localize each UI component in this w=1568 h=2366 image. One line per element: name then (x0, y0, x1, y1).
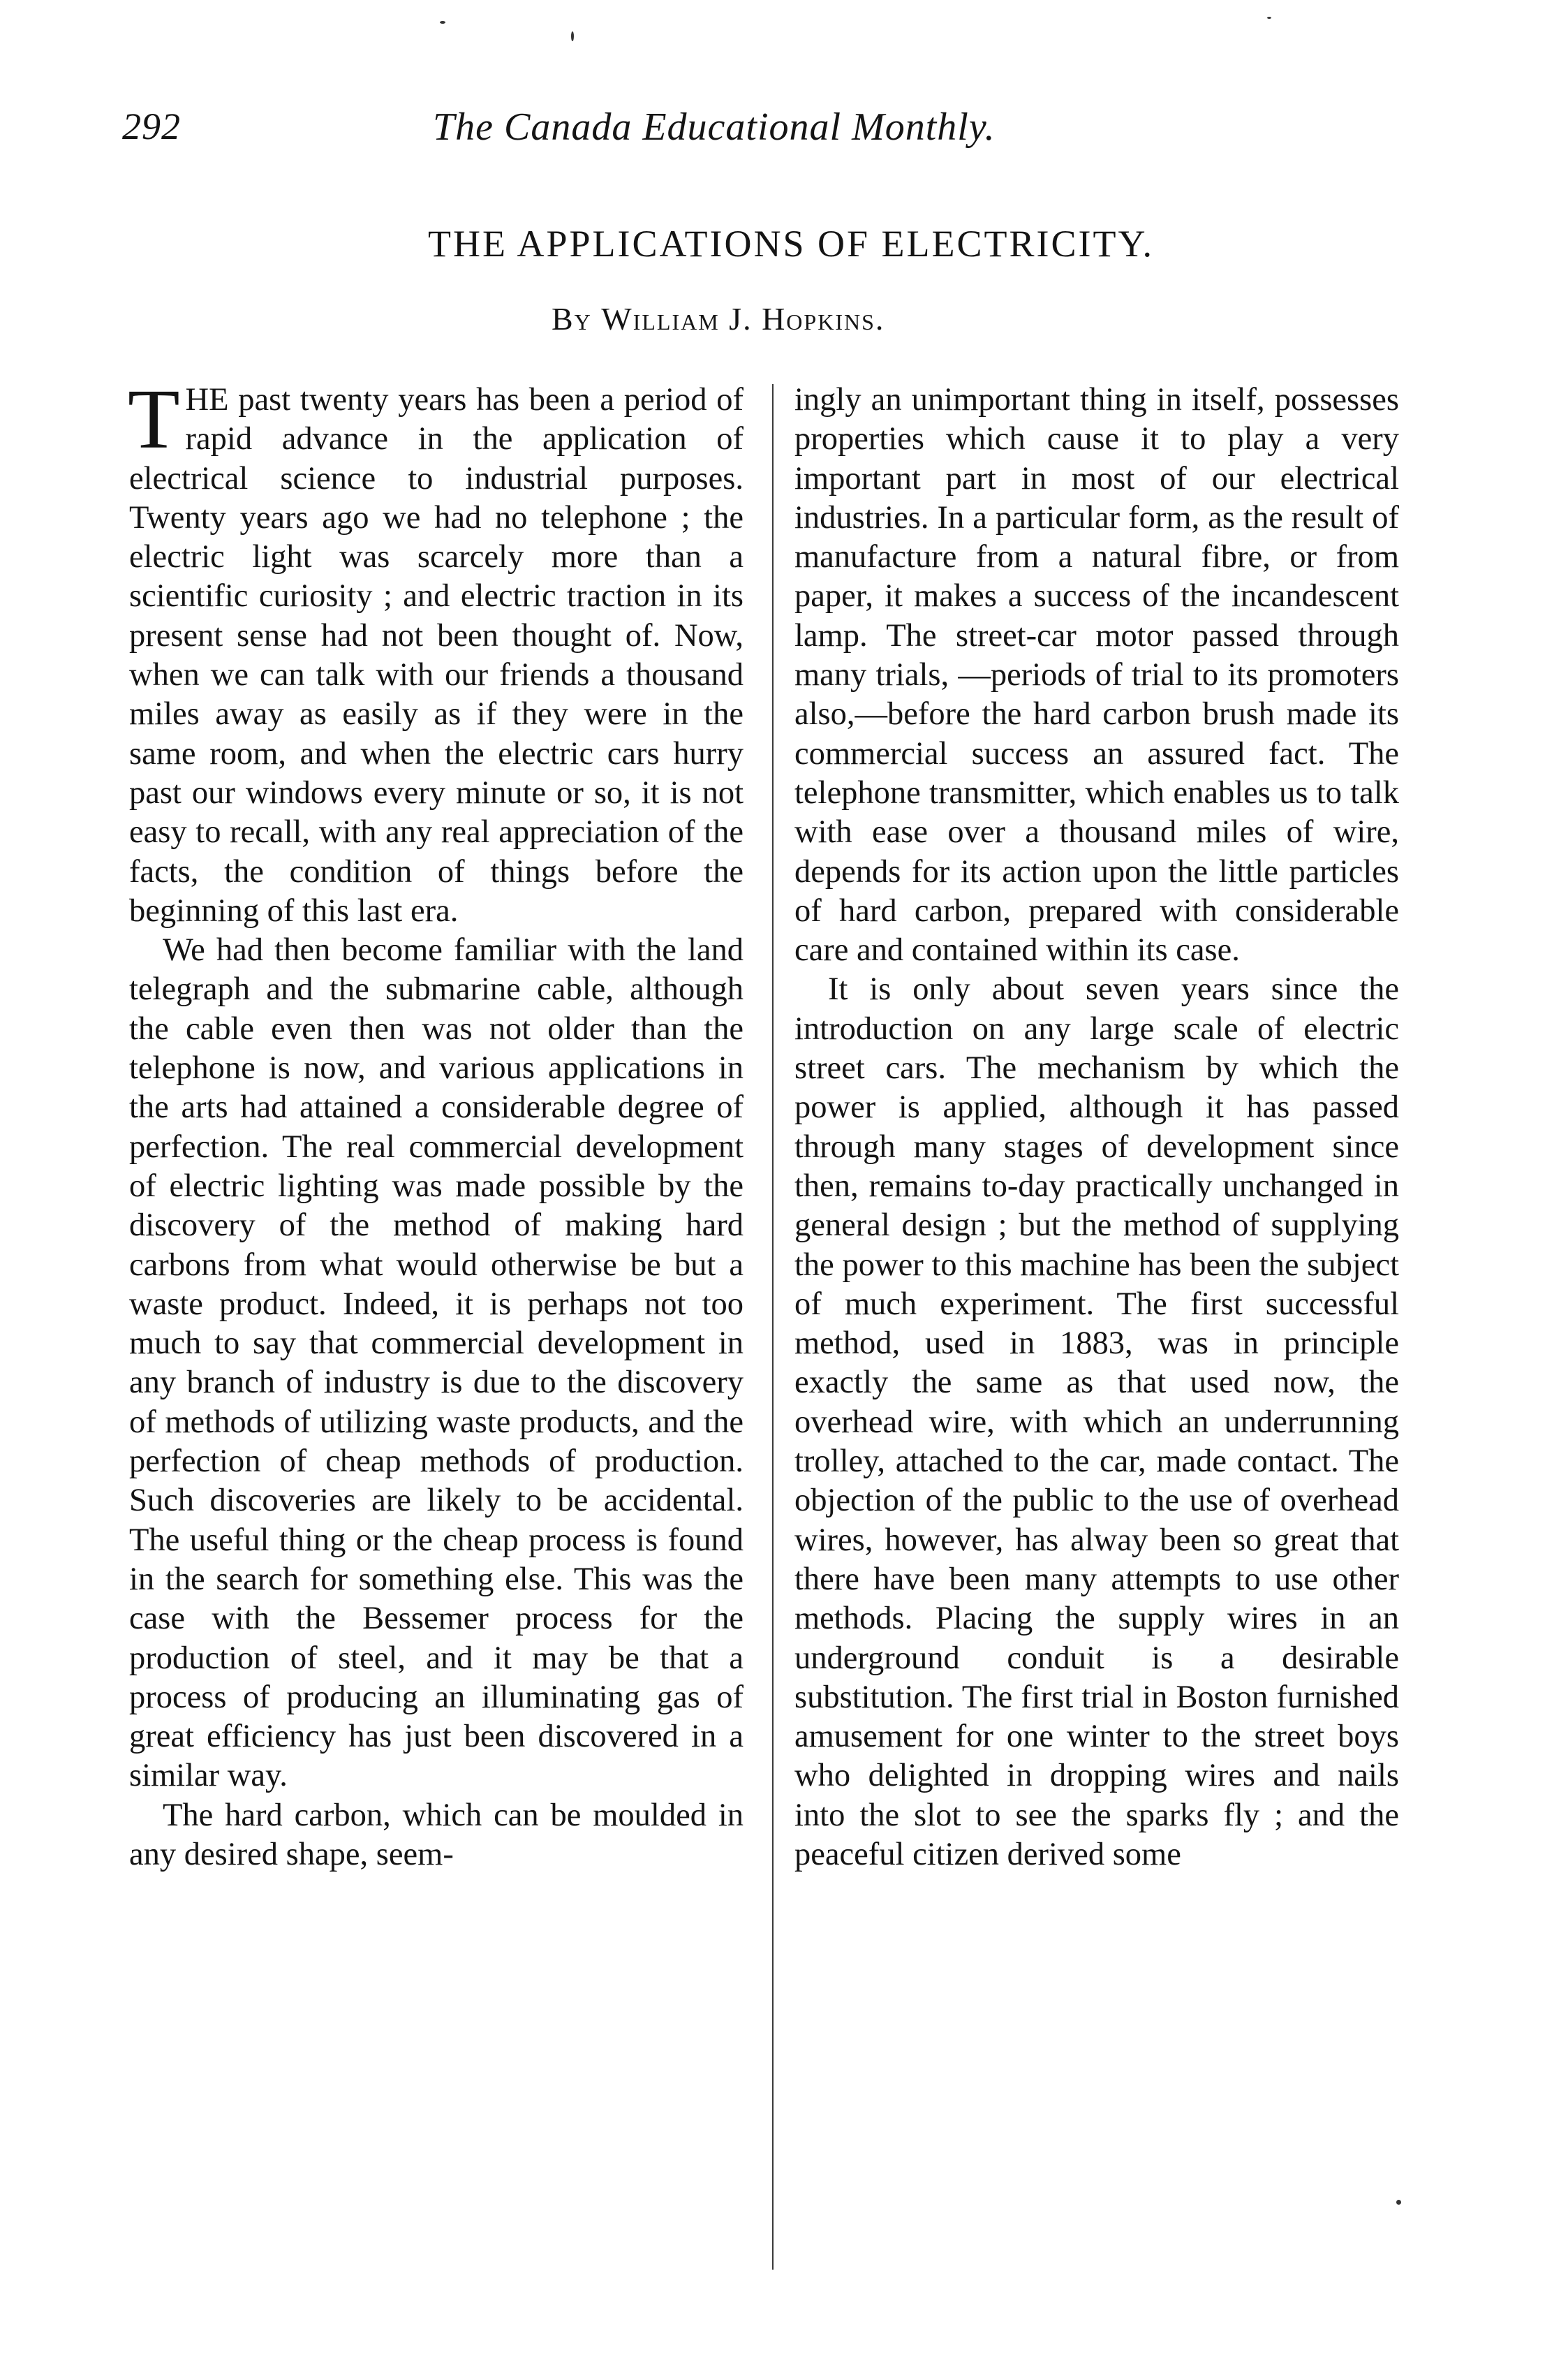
ink-speck (571, 31, 574, 41)
byline-author: William J. Hopkins. (601, 301, 885, 337)
byline (552, 300, 885, 337)
column-divider (772, 384, 774, 2270)
ink-speck (1267, 17, 1271, 19)
page-header (122, 105, 1449, 161)
paragraph (128, 372, 744, 931)
paragraph: It is only about seven years since the introduction on any large scale of electric street cars. The mechanism by which the power is applied, although it has passed through many stages of development since then, remains to-day practically unchanged in general design ; but the method of supplying the power to this machine has been the subject of much experiment. The first successful method, used in 1883, was in principle exactly the same as that used now, the overhead wire, with which an underrunning trolley, attached to the car, made contact. The objection of the public to the use of overhead wires, however, has alway been so great that there have been many attempts to use other methods. Placing the supply wires in an underground conduit is a desirable substitution. The first trial in Boston furnished amusement for one winter to the street boys who delighted in dropping wires and nails into the slot to see the sparks fly ; and the peaceful citizen derived some (794, 971, 1399, 1872)
article-title: THE APPLICATIONS OF ELECTRICITY. (427, 223, 1155, 265)
drop-cap: T (128, 372, 180, 466)
page-number: 292 (122, 105, 181, 147)
paragraph: The hard carbon, which can be moulded in any desired shape, seem- (129, 1797, 744, 1872)
byline-prefix: By (552, 301, 592, 337)
ink-speck (1396, 2200, 1401, 2205)
paragraph: ingly an unimportant thing in itself, possesses properties which cause it to play a very important part in most of our electrical industries. In a particular form, as the result of manufacture from a natural fibre, or from paper, it makes a success of the incandescent lamp. The street-car motor passed through many trials, —periods of trial to its promoters also,—before the hard carbon brush made its commercial success an assured fact. The telephone transmitter, which enables us to talk with ease over a thousand miles of wire, depends for its action upon the little particles of hard carbon, prepared with considerable care and contained within its case. (794, 382, 1399, 969)
right-column (794, 381, 1399, 1874)
ink-speck (440, 21, 445, 24)
left-column (128, 372, 744, 1874)
paragraph-text: HE past twenty years has been a period of rapid advance in the application of electrical science to industrial purposes. Twenty years ago we had no telephone ; the electric light was scarcely more than a scientific curiosity ; and electric traction in its present sense had not been thought of. Now, when we can talk with our friends a thousand miles away as easily as if they were in the same room, and when the electric cars hurry past our windows every minute or so, it is not easy to recall, with any real appreciation of the facts, the condition of things before the beginning of this last era. (129, 382, 744, 929)
paragraph: We had then become familiar with the land telegraph and the submarine cable, although the cable even then was not older than the telephone is now, and various applications in the arts had attained a considerable degree of perfection. The real commercial development of electric lighting was made possible by the discovery of the method of making hard carbons from what would otherwise be but a waste product. Indeed, it is perhaps not too much to say that commercial development in any branch of industry is due to the discovery of methods of utilizing waste products, and the perfection of cheap methods of production. Such discoveries are likely to be accidental. The useful thing or the cheap process is found in the search for something else. This was the case with the Bessemer process for the production of steel, and it may be that a process of producing an illuminating gas of great efficiency has just been discovered in a similar way. (129, 932, 744, 1794)
running-title: The Canada Educational Monthly. (433, 105, 996, 149)
